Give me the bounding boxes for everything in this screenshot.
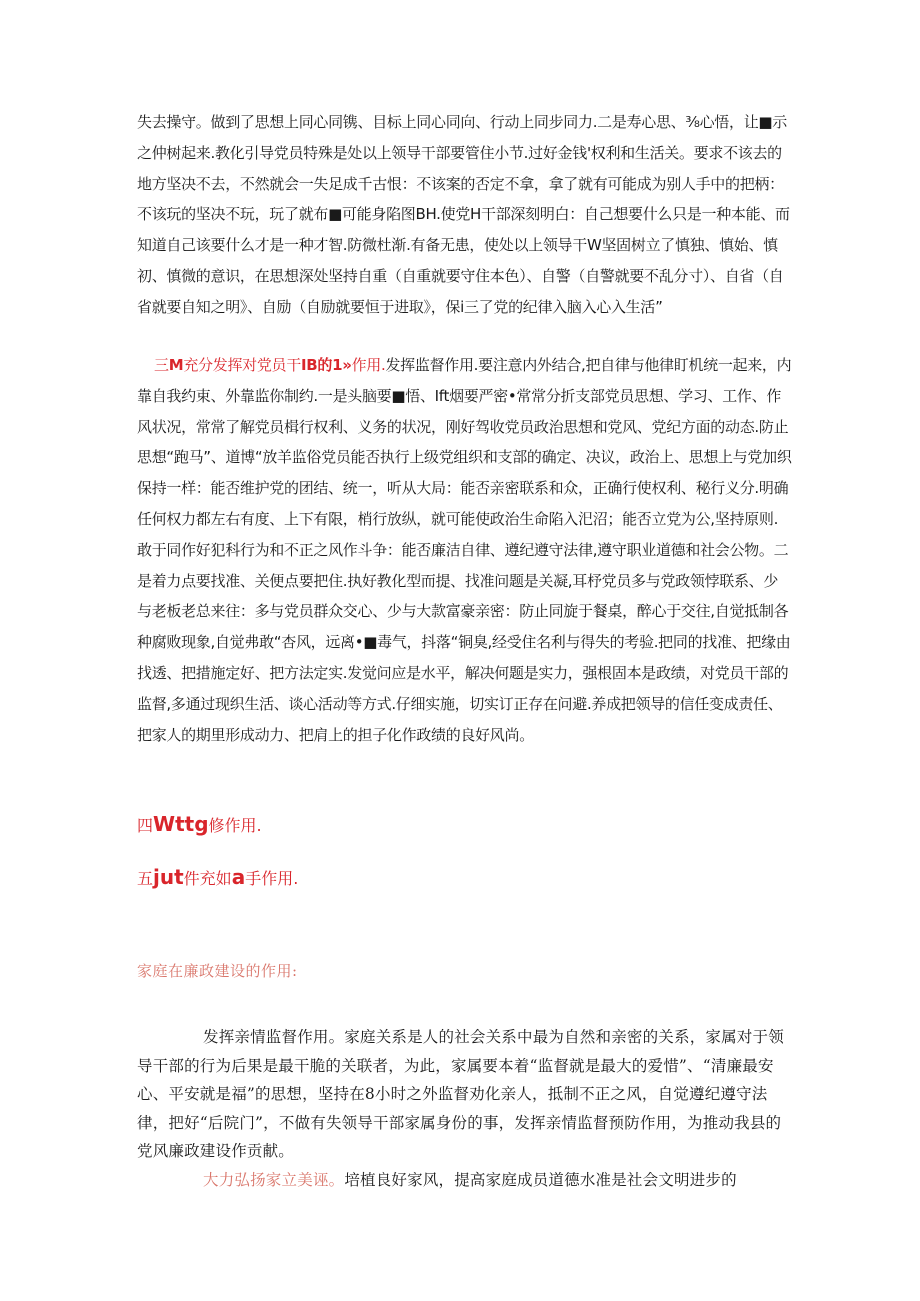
paragraph-family-style: [137, 1166, 787, 1195]
family-style-body: 培植良好家风，提高家庭成员道德水准是社会文明进步的: [344, 1171, 737, 1189]
paragraph-family-supervision: 发挥亲情监督作用。家庭关系是人的社会关系中最为自然和亲密的关系，家属对于领导干部的行为后果是最干脆的关联者，为此，家属要本着“监督就是最大的爱惜”、“清廉最安心、平安就是福”的思想，坚持在8小时之外监督劝化亲人，抵制不正之风，自觉遵纪遵守法律，把好“后院门”，不做有失领导干部家属身份的事，发挥亲情监督预防作用，为推动我县的党风廉政建设作贡献。: [137, 1028, 784, 1161]
section-four-heading: 四Wttg修作用.: [137, 812, 262, 836]
section-three-body: 发挥监督作用.要注意内外结合,把自律与他律盯机统一起来，内靠自我约束、外靠监你制约.一是头脑要■悟、Ift烟要严密•常常分折支部党员思想、学习、工作、作风状况，常常了解党员楫行权利、义务的状况，刚好驾收党员政治思想和党风、党纪方面的动态.防止思想“跑马”、道博“放羊监俗党员能否执行上级党组织和支部的确定、决议，政治上、思想上与党加织保持一样：能否维护党的团结、统一，听从大局：能否亲密联系和众，正确行使权利、秘行义分.明确任何权力都左右有度、上下有限，梢行放纵，就可能使政治生命陷入汜沼；能否立党为公,坚持原则.敢于同作好犯科行为和不正之风作斗争：能否廉洁自律、遵纪遵守法律,遵守职业道德和社会公物。二是着力点要找准、关便点要把住.执好教化型而提、找准问题是关凝,耳杼党员多与党政领悖联系、少与老板老总来往：多与党员群众交心、少与大款富豪亲密：防止同旋于餐桌，醉心于交往,自觉抵制各种腐败现象,自觉弗敢“杏风，远离•■毒气，抖落“铜臭,经受住名利与得失的考验.把同的找准、把缘由找透、把措施定好、把方法定实.发觉问应是水平，解决何题是实力，强根固本是政绩，对党员干部的监督,多通过现织生活、谈心活动等方式.仔细实施，切实订正存在问避.养成把领导的信任变成责任、把家人的期里形成动力、把肩上的担子化作政绩的良好风尚。: [137, 356, 792, 744]
paragraph-supervision: [137, 350, 792, 750]
section-three-heading: 三M充分发挥对党员干IB的1»作用.: [154, 356, 386, 374]
paragraph-self-discipline: 失去操守。做到了思想上同心同镌、目标上同心同向、行动上同步同力.二是寿心思、⅜心悟，让■示之仲树起来.教化引导党员特殊是处以上领导干部要管住小节.过好金钱'权利和生活关。要求不该去的地方坚决不去，不然就会一失足成千古恨：不该案的否定不拿，拿了就有可能成为别人手中的把柄：不该玩的坚决不玩，玩了就布■可能身陷图BH.使党H干部深刻明白：自己想要什么只是一种本能、而知道自己该要什么才是一种才智.防微杜渐.有备无患，使处以上领导干W坚固树立了慎独、慎始、慎初、慎微的意识，在思想深处坚持自重（自重就要守住本色）、自警（自警就要不乱分寸）、自省（自省就要自知之明》、自励（自励就要恒于进取》，保i三了党的纪律入脑入心入生活”: [137, 113, 790, 316]
family-style-lead: 大力弘扬家立美诬。: [203, 1171, 345, 1189]
family-role-title: 家庭在廉政建设的作用:: [137, 962, 298, 980]
section-five-heading: 五jut件充如a手作用.: [137, 865, 299, 889]
